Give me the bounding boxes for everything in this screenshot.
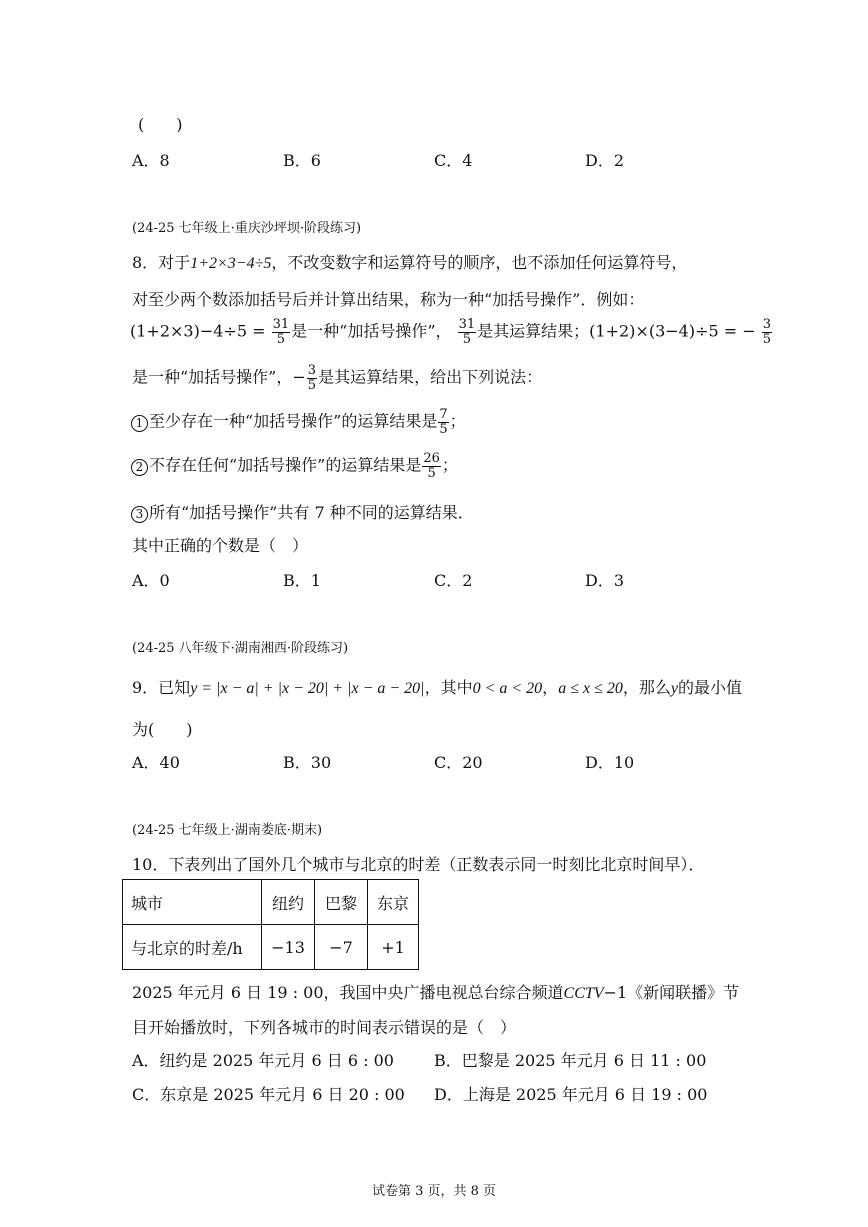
circled-number-2: 2 — [131, 459, 148, 476]
statement-2-end: ； — [441, 455, 458, 475]
table-row — [123, 925, 419, 970]
statement-2-text: 不存在任何“加括号操作”的运算结果是 — [149, 455, 422, 475]
fraction-26-5: $\frac{26}{5}$ — [423, 451, 440, 481]
table-cell-newyork: 纽约 — [262, 880, 315, 925]
q10-option-c: C．东京是 2025 年元月 6 日 20 : 00 — [132, 1085, 405, 1104]
q9-option-b: B．30 — [283, 753, 332, 772]
q8-line2: 对至少两个数添加括号后并计算出结果，称为一种“加括号操作”．例如： — [132, 290, 645, 309]
q8-option-a: A．0 — [132, 571, 170, 590]
q8-example-expr1: (1+2×3)−4÷5 = — [130, 321, 266, 341]
q8-statement-1 — [131, 408, 466, 436]
q9-text-d: 的最小值 — [677, 678, 742, 697]
q9-text-c: ，那么 — [622, 678, 671, 697]
q8-statement-2 — [131, 452, 458, 480]
q8-line3 — [130, 318, 773, 346]
q8-line4 — [132, 364, 542, 392]
q9-option-c: C．20 — [434, 753, 483, 772]
q7-paren: ( ) — [138, 115, 183, 134]
q10-cctv: CCTV — [563, 985, 604, 1002]
q10-option-b: B．巴黎是 2025 年元月 6 日 11 : 00 — [434, 1051, 707, 1070]
q9-condition-1: 0 < a < 20 — [472, 680, 543, 697]
q8-line1-prefix: 8．对于 — [132, 253, 191, 272]
q10-line1: 10．下表列出了国外几个城市与北京的时差（正数表示同一时刻比北京时间早）． — [132, 855, 705, 874]
q7-option-d: D．2 — [585, 151, 625, 170]
table-cell-paris: 巴黎 — [315, 880, 368, 925]
q8-source: (24-25 七年级上·重庆沙坪坝·阶段练习) — [132, 221, 362, 236]
table-cell-tokyo-diff: +1 — [368, 925, 419, 970]
table-cell-newyork-diff: −13 — [262, 925, 315, 970]
table-cell-diff-header: 与北京的时差/h — [123, 925, 262, 970]
q8-expression: 1+2×3−4÷5 — [190, 255, 272, 272]
q10-line2-text: 2025 年元月 6 日 19 : 00，我国中央广播电视总台综合频道 — [132, 983, 564, 1002]
statement-1-text: 至少存在一种“加括号操作”的运算结果是 — [149, 411, 438, 431]
q8-example-expr2: (1+2)×(3−4)÷5 = − — [589, 321, 756, 341]
q8-line1 — [132, 250, 687, 273]
q7-option-c: C．4 — [434, 151, 473, 170]
q9-prefix: 9．已知 — [132, 678, 191, 697]
q8-line4-text-b: 是其运算结果，给出下列说法： — [318, 367, 543, 387]
q9-expression: y = |x − a| + |x − 20| + |x − a − 20| — [190, 680, 425, 697]
q10-line2-text-b: −1《新闻联播》节 — [603, 983, 740, 1002]
table-cell-tokyo: 东京 — [368, 880, 419, 925]
q10-source: (24-25 七年级上·湖南娄底·期末) — [132, 823, 323, 838]
q9-line1 — [132, 675, 742, 698]
minus-sign: − — [292, 367, 306, 387]
table-cell-city-header: 城市 — [123, 880, 262, 925]
q8-option-b: B．1 — [283, 571, 321, 590]
q8-option-c: C．2 — [434, 571, 473, 590]
q8-line3-mid2: 是其运算结果； — [477, 321, 590, 341]
q8-line1-text: ，不改变数字和运算符号的顺序，也不添加任何运算符号， — [271, 253, 688, 272]
circled-number-1: 1 — [131, 415, 148, 432]
table-cell-paris-diff: −7 — [315, 925, 368, 970]
q9-option-a: A．40 — [132, 753, 180, 772]
q7-option-a: A．8 — [132, 151, 170, 170]
fraction-neg-3-5: $\frac{3}{5}$ — [307, 363, 317, 393]
table-row — [123, 880, 419, 925]
q8-line4-text: 是一种“加括号操作”， — [132, 367, 293, 387]
q8-statement-3 — [131, 500, 474, 523]
circled-number-3: 3 — [131, 506, 148, 523]
q9-comma: ， — [542, 678, 559, 697]
q9-variable-y: y — [670, 680, 678, 697]
q10-line2 — [132, 980, 739, 1003]
statement-1-end: ； — [449, 411, 466, 431]
q10-line3: 目开始播放时，下列各城市的时间表示错误的是（ ） — [132, 1018, 517, 1037]
q9-condition-2: a ≤ x ≤ 20 — [558, 680, 623, 697]
q9-option-d: D．10 — [585, 753, 635, 772]
page-footer: 试卷第 3 页，共 8 页 — [371, 1184, 497, 1199]
fraction-3-5: $\frac{3}{5}$ — [762, 317, 772, 347]
time-difference-table — [122, 879, 419, 970]
fraction-31-5-result: $\frac{31}{5}$ — [458, 317, 476, 347]
q9-source: (24-25 八年级下·湖南湘西·阶段练习) — [132, 641, 349, 656]
statement-3-text: 所有“加括号操作”共有 7 种不同的运算结果． — [149, 503, 474, 522]
fraction-7-5: $\frac{7}{5}$ — [439, 407, 448, 437]
q9-text-b: ，其中 — [424, 678, 473, 697]
q8-ask: 其中正确的个数是（ ） — [132, 536, 309, 555]
q7-option-b: B．6 — [283, 151, 321, 170]
q8-line3-mid: 是一种“加括号操作”， — [291, 321, 452, 341]
q8-option-d: D．3 — [585, 571, 625, 590]
q10-option-a: A．纽约是 2025 年元月 6 日 6 : 00 — [132, 1051, 394, 1070]
q9-line2: 为( ) — [132, 720, 193, 739]
q10-option-d: D．上海是 2025 年元月 6 日 19 : 00 — [434, 1085, 708, 1104]
fraction-31-5: $\frac{31}{5}$ — [272, 317, 290, 347]
